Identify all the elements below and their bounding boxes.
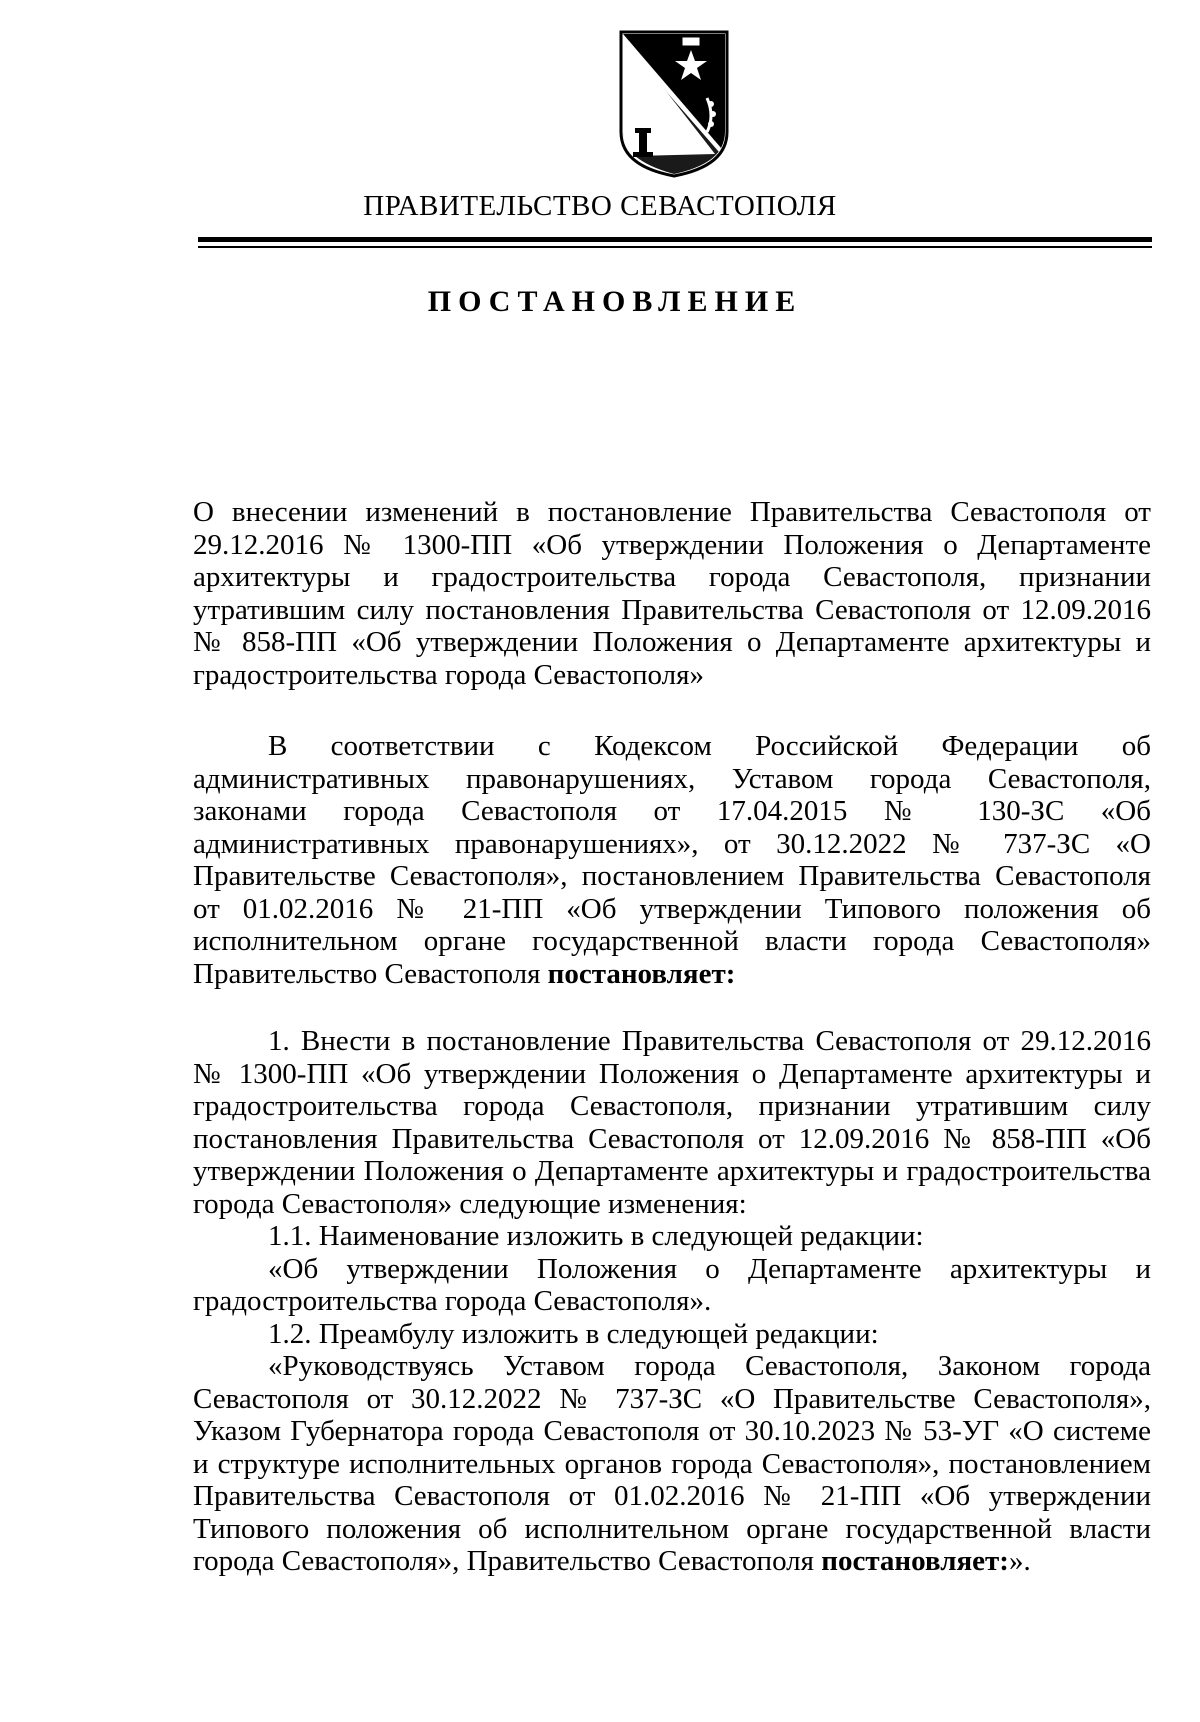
preamble-block xyxy=(193,730,1151,990)
document-subject-block xyxy=(193,496,1151,691)
items-block xyxy=(193,1025,1151,1578)
sevastopol-coat-of-arms-icon xyxy=(615,28,733,178)
header-rule-thin xyxy=(198,246,1152,248)
agency-name: ПРАВИТЕЛЬСТВО СЕВАСТОПОЛЯ xyxy=(363,190,837,222)
item-1-2-text: «Руководствуясь Уставом города Севастополя, Законом города Севастополя от 30.12.2022 № 737-ЗС «О Правительстве Севастополя», Указом Губернатора города Севастополя от 30.10.2023 № 53-УГ «О системе и структуре исполнительных органов города Севастополя», постановлением Правительства Севастополя от 01.02.2016 № 21-ПП «Об утверждении Типового положения об исполнительном органе государственной власти города Севастополя», Правительство Севастополя xyxy=(193,1350,1151,1577)
document-type: ПОСТАНОВЛЕНИЕ xyxy=(427,285,803,318)
document-subject: О внесении изменений в постановление Правительства Севастополя от 29.12.2016 № 1300-ПП «Об утверждении Положения о Департаменте архитектуры и градостроительства города Севастополя, признании утратившим силу постановления Правительства Севастополя от 12.09.2016 № 858-ПП «Об утверждении Положения о Департаменте архитектуры и градостроительства города Севастополя» xyxy=(193,496,1151,691)
item-1-2: 1.2. Преамбулу изложить в следующей редакции: xyxy=(268,1317,879,1350)
item-1-2-resolves: постановляет: xyxy=(821,1545,1009,1577)
preamble-text: В соответствии с Кодексом Российской Федерации об административных правонарушениях, Уставом города Севастополя, законами города Севастополя от 17.04.2015 № 130-ЗС «Об административных правонарушениях», от 30.12.2022 № 737-ЗС «О Правительстве Севастополя», постановлением Правительства Севастополя от 01.02.2016 № 21-ПП «Об утверждении Типового положения об исполнительном органе государственной власти города Севастополя» Правительство Севастополя xyxy=(193,730,1151,990)
header-rule-thick xyxy=(198,237,1152,242)
preamble-paragraph xyxy=(193,730,1151,990)
item-1-1: 1.1. Наименование изложить в следующей редакции: xyxy=(268,1220,924,1252)
item-1-2-paragraph xyxy=(193,1350,1151,1578)
preamble-resolves: постановляет: xyxy=(547,957,736,990)
item-1-1-text: «Об утверждении Положения о Департаменте архитектуры и градостроительства города Севастополя». xyxy=(193,1252,1151,1317)
item-1: 1. Внести в постановление Правительства Севастополя от 29.12.2016 № 1300-ПП «Об утверждении Положения о Департаменте архитектуры и градостроительства города Севастополя, признании утратившим силу постановления Правительства Севастополя от 12.09.2016 № 858-ПП «Об утверждении Положения о Департаменте архитектуры и градостроительства города Севастополя» следующие изменения: xyxy=(193,1025,1151,1220)
item-1-2-close: ». xyxy=(1008,1545,1031,1577)
